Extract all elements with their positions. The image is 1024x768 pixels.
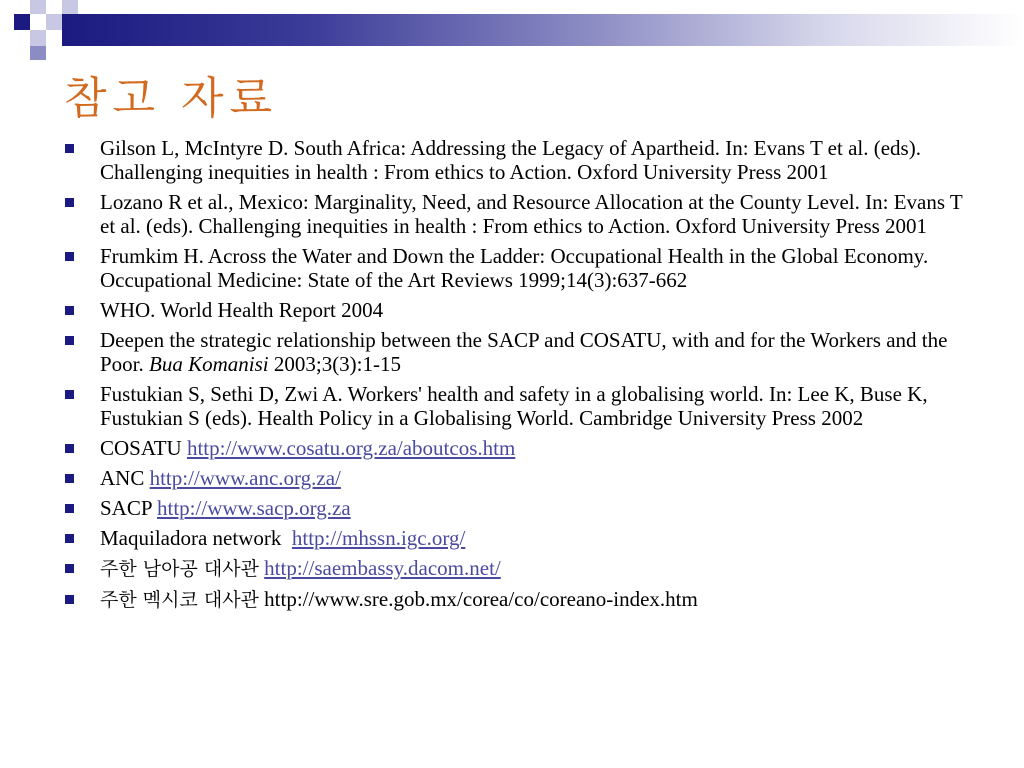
page-title: 참고 자료 — [64, 73, 279, 124]
header-gradient-bar — [62, 14, 1024, 46]
bullet-icon — [65, 390, 74, 399]
bullet-icon — [65, 595, 74, 604]
bullet-icon — [65, 306, 74, 315]
list-item — [62, 466, 972, 490]
sa-embassy-link[interactable]: http://saembassy.dacom.net/ — [264, 556, 501, 580]
decor-square — [30, 30, 46, 46]
decor-square — [30, 46, 46, 60]
maquiladora-link[interactable]: http://mhssn.igc.org/ — [291, 526, 466, 550]
bullet-icon — [65, 534, 74, 543]
list-item — [62, 244, 972, 292]
reference-text: Lozano R et al., Mexico: Marginality, Need, and Resource Allocation at the County Level. In: Evans T et al. (eds). Challenging inequities in health : From ethics to Action. Oxford University Press 2001 — [100, 190, 963, 238]
reference-citation: 2003;3(3):1-15 — [273, 352, 402, 376]
list-item — [62, 556, 972, 581]
list-item — [62, 526, 972, 550]
bullet-icon — [65, 474, 74, 483]
cosatu-link[interactable]: http://www.cosatu.org.za/aboutcos.htm — [186, 436, 516, 460]
link-label: 주한 멕시코 대사관 — [100, 589, 259, 611]
bullet-icon — [65, 444, 74, 453]
mexico-embassy-url: http://www.sre.gob.mx/corea/co/coreano-index.htm — [264, 587, 698, 611]
list-item — [62, 328, 972, 376]
list-item — [62, 587, 972, 612]
list-item — [62, 298, 972, 322]
reference-text: Frumkim H. Across the Water and Down the Ladder: Occupational Health in the Global Economy. Occupational Medicine: State of the Art Reviews 1999;14(3):637-662 — [100, 244, 929, 292]
list-item — [62, 436, 972, 460]
reference-text: WHO. World Health Report 2004 — [100, 298, 384, 322]
reference-text: Fustukian S, Sethi D, Zwi A. Workers' health and safety in a globalising world. In: Lee K, Buse K, Fustukian S (eds). Health Policy in a Globalising World. Cambridge University Press 2002 — [100, 382, 928, 430]
decor-square — [30, 0, 46, 14]
decor-square — [14, 14, 30, 30]
bullet-icon — [65, 564, 74, 573]
list-item — [62, 136, 972, 184]
decor-square — [62, 0, 78, 14]
journal-name: Bua Komanisi — [149, 352, 269, 376]
link-label: Maquiladora network — [100, 526, 282, 550]
link-label: ANC — [100, 466, 145, 490]
list-item — [62, 496, 972, 520]
reference-list — [62, 136, 972, 618]
anc-link[interactable]: http://www.anc.org.za/ — [149, 466, 341, 490]
bullet-icon — [65, 504, 74, 513]
list-item — [62, 382, 972, 430]
link-label: 주한 남아공 대사관 — [100, 558, 259, 580]
bullet-icon — [65, 336, 74, 345]
link-label: COSATU — [100, 436, 182, 460]
bullet-icon — [65, 252, 74, 261]
bullet-icon — [65, 144, 74, 153]
link-label: SACP — [100, 496, 152, 520]
decor-square — [46, 14, 62, 30]
bullet-icon — [65, 198, 74, 207]
sacp-link[interactable]: http://www.sacp.org.za — [157, 496, 351, 520]
reference-text: Gilson L, McIntyre D. South Africa: Addressing the Legacy of Apartheid. In: Evans T et al. (eds). Challenging inequities in health : From ethics to Action. Oxford University Press 2001 — [100, 136, 921, 184]
list-item — [62, 190, 972, 238]
reference-text: Deepen the strategic relationship between the SACP and COSATU, with and for the Workers and the Poor. — [100, 328, 948, 376]
